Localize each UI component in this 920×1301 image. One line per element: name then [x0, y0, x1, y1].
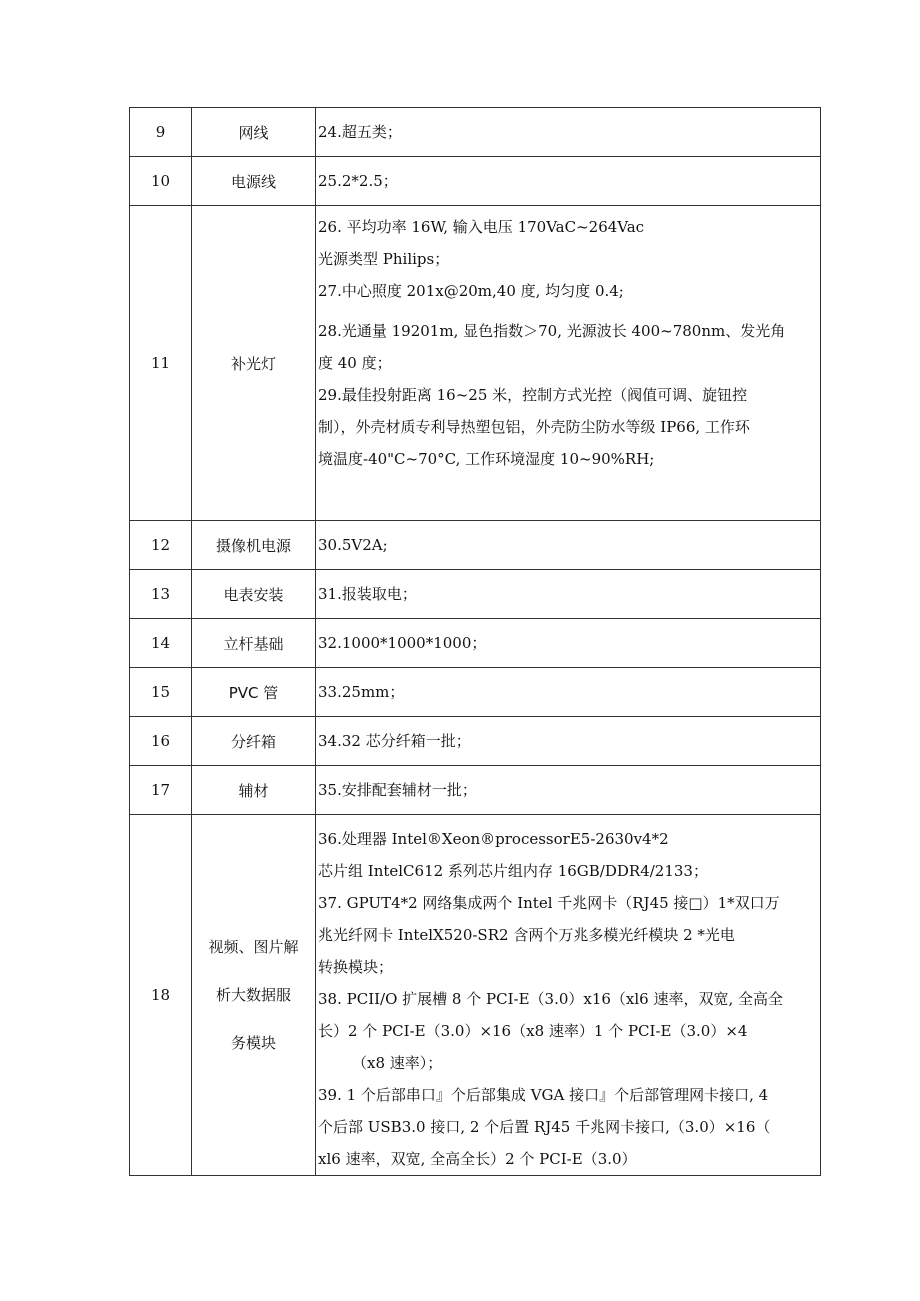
spec-line: 制），外壳材质专利导热塑包铝，外壳防尘防水等级 IP66, 工作环: [318, 418, 750, 436]
spec-line: 24.超五类；: [318, 123, 402, 141]
table-row: [130, 157, 821, 206]
table-row: [130, 766, 821, 815]
spec-line: 25.2*2.5；: [318, 172, 398, 190]
item-name: 立杆基础: [192, 619, 316, 668]
spec-line: 境温度-40"C~70°C, 工作环境湿度 10~90%RH;: [318, 450, 655, 468]
spec-line: 27.中心照度 201x@20m,40 度, 均匀度 0.4;: [318, 282, 624, 300]
item-spec: [316, 108, 821, 157]
table-row: [130, 717, 821, 766]
row-number: 11: [130, 206, 192, 521]
item-spec: [316, 815, 821, 1176]
row-number: 13: [130, 570, 192, 619]
item-name: 摄像机电源: [192, 521, 316, 570]
item-name: 分纤箱: [192, 717, 316, 766]
row-number: 14: [130, 619, 192, 668]
spec-line: 36.处理器 Intel®Xeon®processorE5-2630v4*2: [318, 830, 669, 848]
spec-line: 34.32 芯分纤箱一批；: [318, 732, 471, 750]
item-name: 电源线: [192, 157, 316, 206]
spec-line: 39. 1 个后部串口』个后部集成 VGA 接口』个后部管理网卡接口, 4: [318, 1086, 769, 1104]
item-name: 网线: [192, 108, 316, 157]
item-name: 补光灯: [192, 206, 316, 521]
item-spec: [316, 619, 821, 668]
item-name-line: 视频、图片解: [208, 938, 299, 956]
row-number: 16: [130, 717, 192, 766]
row-number: 17: [130, 766, 192, 815]
spec-line: 长）2 个 PCI-E（3.0）×16（x8 速率）1 个 PCI-E（3.0）×4: [318, 1022, 748, 1040]
table-row: [130, 570, 821, 619]
spec-table: [129, 107, 821, 1176]
table-row: [130, 108, 821, 157]
spec-line: 光源类型 Philips；: [318, 250, 450, 268]
item-spec: [316, 717, 821, 766]
item-name: 辅材: [192, 766, 316, 815]
spec-line: 35.安排配套辅材一批；: [318, 781, 477, 799]
spec-line: 度 40 度；: [318, 354, 392, 372]
table-row: [130, 206, 821, 521]
row-number: 18: [130, 815, 192, 1176]
item-spec: [316, 570, 821, 619]
spec-line: 30.5V2A;: [318, 536, 388, 554]
spec-line: 37. GPUT4*2 网络集成两个 Intel 千兆网卡（RJ45 接□）1*双口万: [318, 894, 780, 912]
spec-line: 28.光通量 19201m, 显色指数＞70, 光源波长 400~780nm、发光角: [318, 322, 786, 340]
item-name: 电表安装: [192, 570, 316, 619]
spec-line: xl6 速率，双宽, 全高全长）2 个 PCI-E（3.0）: [318, 1150, 637, 1168]
spec-line: 芯片组 IntelC612 系列芯片组内存 16GB/DDR4/2133；: [318, 862, 708, 880]
item-spec: [316, 206, 821, 521]
row-number: 15: [130, 668, 192, 717]
item-spec: [316, 157, 821, 206]
item-spec: [316, 521, 821, 570]
spec-line: 转换模块；: [318, 958, 394, 976]
item-name: [192, 815, 316, 1176]
spec-line: 26. 平均功率 16W, 输入电压 170VaC~264Vac: [318, 218, 645, 236]
spec-line: 33.25mm；: [318, 683, 405, 701]
table-row: [130, 521, 821, 570]
row-number: 12: [130, 521, 192, 570]
row-number: 9: [130, 108, 192, 157]
item-name-line: 析大数据服: [215, 986, 291, 1004]
item-spec: [316, 668, 821, 717]
spec-line: （x8 速率）；: [352, 1054, 443, 1072]
spec-line: 个后部 USB3.0 接口, 2 个后置 RJ45 千兆网卡接口,（3.0）×16（: [318, 1118, 771, 1136]
spec-line: 31.报装取电；: [318, 585, 417, 603]
row-number: 10: [130, 157, 192, 206]
table-row: [130, 668, 821, 717]
spec-line: 兆光纤网卡 IntelX520-SR2 含两个万兆多模光纤模块 2 *光电: [318, 926, 735, 944]
table-row: [130, 619, 821, 668]
table-row: [130, 815, 821, 1176]
spec-line: 29.最佳投射距离 16~25 米，控制方式光控（阀值可调、旋钮控: [318, 386, 748, 404]
spec-line: 38. PCII/O 扩展槽 8 个 PCI-E（3.0）x16（xl6 速率，双宽, 全高全: [318, 990, 784, 1008]
item-name: PVC 管: [192, 668, 316, 717]
item-spec: [316, 766, 821, 815]
spec-line: 32.1000*1000*1000；: [318, 634, 487, 652]
item-name-line: 务模块: [230, 1034, 276, 1052]
